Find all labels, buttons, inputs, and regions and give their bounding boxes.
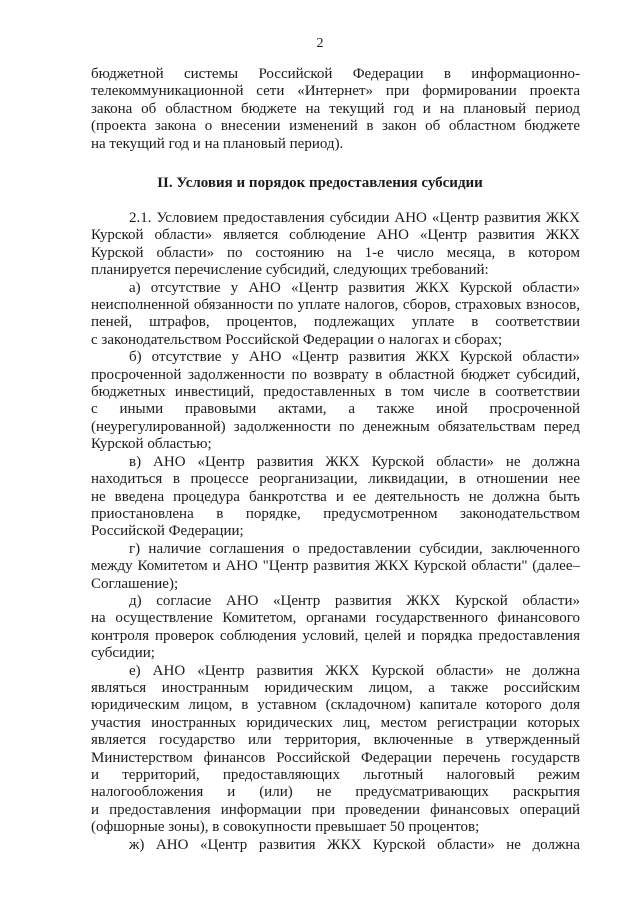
text-line: (проекта закона о внесении изменений в закон об областном бюджете — [91, 118, 580, 135]
text-line: юридическим лицом, в уставном (складочном) капитале которого доля — [91, 697, 580, 714]
text-line: является государство или территория, включенные в утвержденный — [91, 732, 580, 749]
text-line: неисполненной обязанности по уплате налогов, сборов, страховых взносов, — [91, 297, 580, 314]
text-line: и территорий, предоставляющих льготный налоговый режим — [91, 767, 580, 783]
text-line: е) АНО «Центр развития ЖКХ Курской области» не должна — [129, 662, 580, 679]
text-line: и предоставления информации при проведении финансовых операций — [91, 801, 580, 818]
text-line: контроля проверок соблюдения условий, целей и порядка предоставления — [91, 627, 580, 644]
text-line: с законодательством Российской Федерации о налогах и сборах; — [91, 331, 503, 348]
text-line: не введена процедура банкротства и ее деятельность не должна быть — [91, 488, 580, 505]
page-number: 2 — [316, 36, 324, 51]
text-line: телекоммуникационной сети «Интернет» при формировании проекта — [91, 83, 580, 100]
text-line: с иными правовыми актами, а также иной просроченной — [91, 401, 580, 418]
text-line: Министерством финансов Российской Федерации перечень государств — [91, 749, 580, 766]
text-line: налогообложения и (или) не предусматривающих раскрытия — [91, 784, 580, 801]
text-line: (неурегулированной) задолженности по денежным обязательствам перед — [91, 418, 580, 435]
text-line: на осуществление Комитетом, органами государственного финансового — [91, 610, 580, 627]
text-line: 2.1. Условием предоставления субсидии АНО «Центр развития ЖКХ — [129, 210, 580, 226]
text-line: а) отсутствие у АНО «Центр развития ЖКХ Курской области» — [129, 279, 580, 296]
text-line: участия иностранных юридических лиц, местом регистрации которых — [91, 714, 580, 731]
text-line: Соглашение); — [91, 575, 179, 592]
text-line: бюджетных инвестиций, предоставленных в том числе в соответствии — [91, 384, 580, 401]
text-line: Курской области» по состоянию на 1-е число месяца, в котором — [91, 244, 580, 261]
body-text — [91, 210, 580, 854]
text-line: ж) АНО «Центр развития ЖКХ Курской области» не должна — [129, 836, 580, 853]
text-line: приостановлена в порядке, предусмотренном законодательством — [91, 505, 580, 522]
section-heading: II. Условия и порядок предоставления субсидии — [157, 175, 483, 191]
text-line: в) АНО «Центр развития ЖКХ Курской области» не должна — [129, 453, 580, 470]
text-line: пеней, штрафов, процентов, подлежащих уплате в соответствии — [91, 314, 580, 331]
text-line: Курской области» является соблюдение АНО «Центр развития ЖКХ — [91, 227, 580, 244]
text-line: Российской Федерации; — [91, 523, 244, 540]
text-line: являться иностранным юридическим лицом, а также российским — [91, 679, 580, 696]
text-line: на текущий год и на плановый период). — [91, 135, 344, 152]
text-line: (офшорные зоны), в совокупности превышает 50 процентов; — [91, 819, 480, 836]
text-line: бюджетной системы Российской Федерации в информационно- — [91, 66, 580, 82]
text-line: планируется перечисление субсидий, следующих требований: — [91, 262, 489, 279]
text-line: субсидии; — [91, 645, 155, 662]
text-line: просроченной задолженности по возврату в областной бюджет субсидий, — [91, 366, 580, 383]
intro-paragraph — [91, 66, 580, 153]
text-line: Курской областью; — [91, 436, 212, 453]
text-line: находиться в процессе реорганизации, ликвидации, в отношении нее — [91, 471, 580, 488]
text-line: б) отсутствие у АНО «Центр развития ЖКХ Курской области» — [129, 349, 580, 366]
text-line: закона об областном бюджете на текущий год и на плановый период — [91, 100, 580, 117]
text-line: между Комитетом и АНО "Центр развития ЖКХ Курской области" (далее– — [91, 558, 580, 575]
text-line: г) наличие соглашения о предоставлении субсидии, заключенного — [129, 540, 580, 557]
text-line: д) согласие АНО «Центр развития ЖКХ Курской области» — [129, 592, 580, 609]
